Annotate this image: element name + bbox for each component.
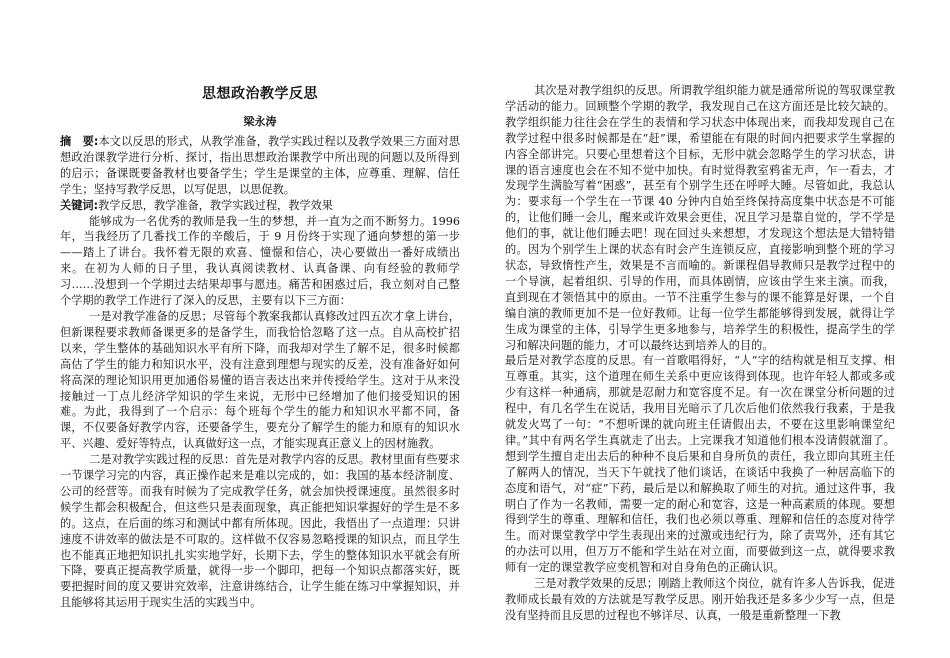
left-column [60, 84, 460, 611]
body-paragraph: 其次是对教学组织的反思。所谓教学组织能力就是通常所说的驾驭课堂教学活动的能力。回顾整个学期的教学，我发现自己在这方面还是比较欠缺的。教学组织能力往往会在学生的表情和学习状态中体现出来，而我却发现自己在教学过程中很多时候都是在“赶”课，希望能在有限的时间内把要求学生掌握的内容全部讲完。只要心里想着这个目标，无形中就会忽略学生的学习状态，讲课的语言速度也会在不知不觉中加快。有时觉得教室鸦雀无声，乍一看去，才发现学生满脸写着“困惑”，甚至有个别学生还在呼呼大睡。尽管如此，我总认为：要求每一个学生在一节课 40 分钟内自始至终保持高度集中状态是不可能的，让他们睡一会儿，醒来或许效果会更佳，况且学习是靠自觉的，学不学是他们的事，就让他们睡去吧！现在回过头来想想，才发现这个想法是大错特错的。因为个别学生上课的状态有时会产生连锁反应，直接影响到整个班的学习状态，导致惰性产生，效果是不言而喻的。新课程倡导教师只是教学过程中的一个导演，起着组织、引导的作用，而具体剧情，应该由学生来主演。而我，直到现在才领悟其中的原由。一节不注重学生参与的课不能算是好课，一个自编自演的教师更加不是一位好教师。让每一位学生都能够得到发展，就得让学生成为课堂的主体，引导学生更多地参与，培养学生的积极性，提高学生的学习和解决问题的能力，才可以最终达到培养人的目的。 [505, 84, 895, 352]
right-column [505, 83, 895, 624]
paper-title: 思想政治教学反思 [202, 86, 318, 102]
body-paragraph: 三是对教学效果的反思；刚踏上教师这个岗位，就有许多人告诉我，促进教师成长最有效的方法就是写教学反思。刚开始我还是多多少少写一点，但是没有坚持而且反思的过程也不够详尽、认真，一般是重新整理一下教 [505, 577, 895, 622]
keywords [60, 198, 460, 214]
body-paragraph: 二是对教学实践过程的反思：首先是对教学内容的反思。教材里面有些要求一节课学习完的内容，真正操作起来是难以完成的，如：我国的基本经济制度、公司的经营等。而我有时候为了完成教学任务，就会加快授课速度。虽然很多时候学生都会积极配合，但这些只是表面现象，真正能把知识掌握好的学生是不多的。这点，在后面的练习和测试中都有所体现。因此，我悟出了一点道理：只讲速度不讲效率的做法是不可取的。这样做不仅容易忽略授课的知识点，而且学生也不能真正地把知识扎扎实实地学好，长期下去，学生的整体知识水平就会有所下降，要真正提高教学质量，就得一步一个脚印，把每一个知识点都落实好，既要把握时间的度又要讲究效率，注意讲练结合，让学生能在练习中掌握知识，并且能够将其运用于现实生活的实践当中。 [60, 453, 460, 610]
body-paragraph: 最后是对教学态度的反思。有一首歌唱得好，“人”字的结构就是相互支撑、相互尊重。其实，这个道理在师生关系中更应该得到体现。也许年轻人都或多或少有这样一种通病，那就是忍耐力和宽容度不足。有一次在课堂分析问题的过程中，有几名学生在说话，我用目光暗示了几次后他们依然我行我素，于是我就发火骂了一句：“不想听课的就向班主任请假出去，不要在这里影响课堂纪律。”其中有两名学生真就走了出去。上完课我才知道他们根本没请假就溜了。想到学生擅自走出去后的种种不良后果和自身所负的责任，我立即向其班主任了解两人的情况，当天下午就找了他们谈话，在谈话中我换了一种居高临下的态度和语气，对“症”下药，最后是以和解换取了师生的对抗。通过这件事，我明白了作为一名教师，需要一定的耐心和宽容，这是一种高素质的体现。要想得到学生的尊重、理解和信任，我们也必须以尊重、理解和信任的态度对待学生。而对课堂教学中学生表现出来的过激或违纪行为，除了责骂外，还有其它的办法可以用，但万万不能和学生站在对立面，而要做到这一点，就得要求教师有一定的课堂教学应变机智和对自身角色的正确认识。 [505, 354, 895, 575]
body-paragraph: 能够成为一名优秀的教师是我一生的梦想，并一直为之而不断努力。1996 年，当我经历了几番找工作的辛酸后，于 9 月份终于实现了通向梦想的第一步——踏上了讲台。我怀着无限的欢喜、憧憬和信心，决心要做出一番好成绩出来。在初为人师的日子里，我认真阅读教材、认真备课、向有经验的教师学习……没想到一个学期过去结果却事与愿违。痛苦和困惑过后，我立刻对自己整个学期的教学工作进行了深入的反思，主要有以下三方面： [60, 214, 460, 308]
author-name: 梁永涛 [243, 115, 277, 128]
keywords-label: 关键词: [60, 198, 99, 212]
body-paragraph: 一是对教学准备的反思；尽管每个教案我都认真修改过四五次才拿上讲台，但新课程要求教师备课更多的是备学生，而我恰恰忽略了这一点。自从高校扩招以来，学生整体的基础知识水平有所下降，而我却对学生了解不足，很多时候都高估了学生的能力和知识水平，没有注意到理想与现实的反差，没有准备好如何将高深的理论知识用更加通俗易懂的语言表达出来并传授给学生。这对于从来没接触过一丁点儿经济学知识的学生来说，无形中已经增加了他们接受知识的困难。为此，我得到了一个启示：每个班每个学生的能力和知识水平都不同，备课，不仅要备好教学内容，还要备学生，要充分了解学生的能力和原有的知识水平、兴趣、爱好等特点，认真做好这一点，才能实现真正意义上的因材施教。 [60, 309, 460, 451]
abstract-text: 本文以反思的形式，从教学准备，教学实践过程以及教学效果三方面对思想政治课教学进行分析、探讨，指出思想政治课教学中所出现的问题以及所得到的启示；备课既要备教材也要备学生；学生是课堂的主体，应尊重、理解、信任学生；坚持写教学反思，以写促思，以思促教。 [60, 135, 460, 196]
abstract-label: 摘 要: [60, 135, 99, 148]
keywords-text: 教学反思，教学准备，教学实践过程，教学效果 [98, 198, 333, 212]
abstract [60, 134, 460, 198]
